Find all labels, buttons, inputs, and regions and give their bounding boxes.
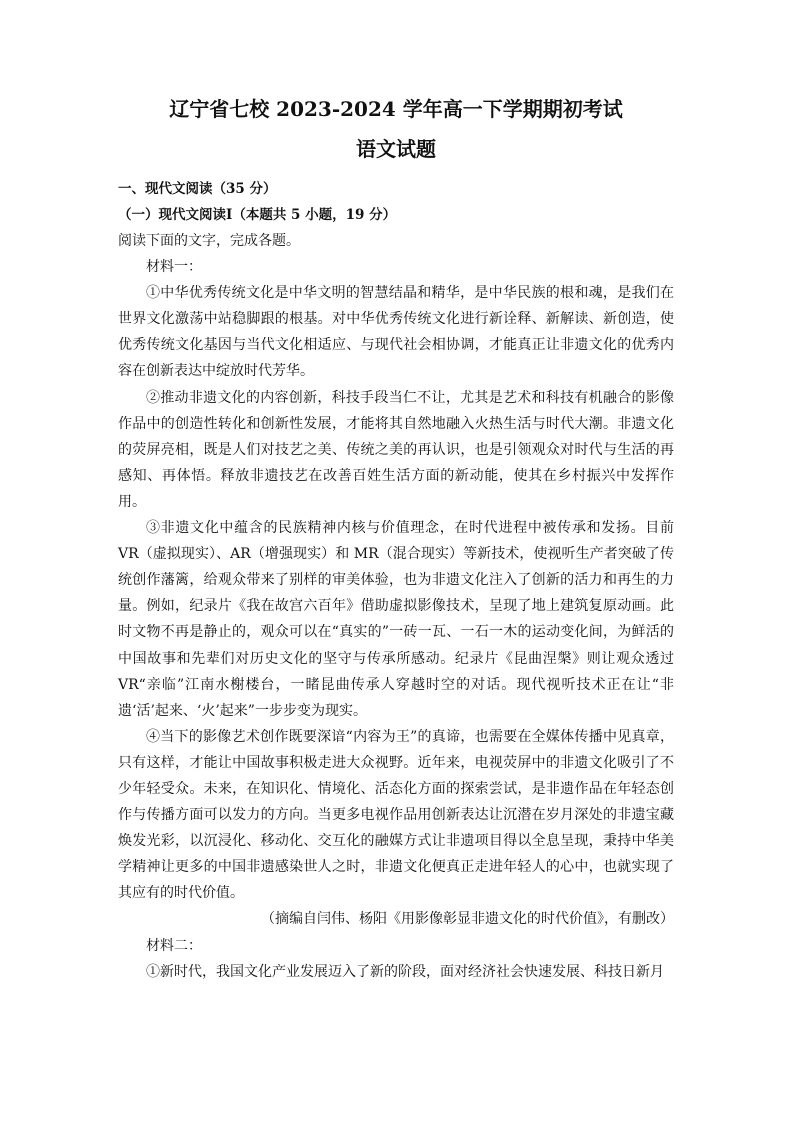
- material-one-paragraph-3: ③非遗文化中蕴含的民族精神内核与价值理念，在时代进程中被传承和发扬。目前 VR（虚拟现实）、AR（增强现实）和 MR（混合现实）等新技术，使视听生产者突破了传统创作藩篱，给观众带来了别样的审美体验，也为非遗文化注入了创新的活力和再生的力量。例如，纪录片《我在故宫六百年》借助虚拟影像技术，呈现了地上建筑复原动画。此时文物不再是静止的，观众可以在“真实的”一砖一瓦、一石一木的运动变化间，为鲜活的中国故事和先辈们对历史文化的坚守与传承所感动。纪录片《昆曲涅槃》则让观众透过 VR“亲临”江南水榭楼台，一睹昆曲传承人穿越时空的对话。现代视听技术正在让“非遗‘活’起来、‘火’起来”一步步变为现实。: [118, 520, 674, 719]
- material-two-label: 材料二：: [146, 937, 202, 954]
- material-one-paragraph-4: ④当下的影像艺术创作既要深谙“内容为王”的真谛，也需要在全媒体传播中见真章，只有这样，才能让中国故事积极走进大众视野。近年来，电视荧屏中的非遗文化吸引了不少年轻受众。未来，在知识化、情境化、活态化方面的探索尝试，是非遗作品在年轻态创作与传播方面可以发力的方向。当更多电视作品用创新表达让沉潜在岁月深处的非遗宝藏焕发光彩，以沉浸化、移动化、交互化的融媒方式让非遗项目得以全息呈现，秉持中华美学精神让更多的中国非遗感染世人之时，非遗文化便真正走进年轻人的心中，也就实现了其应有的时代价值。: [118, 728, 674, 902]
- subsection-heading: （一）现代文阅读Ⅰ（本题共 5 小题，19 分）: [118, 207, 397, 223]
- material-one-paragraph-2: ②推动非遗文化的内容创新，科技手段当仁不让，尤其是艺术和科技有机融合的影像作品中的创造性转化和创新性发展，才能将其自然地融入火热生活与时代大潮。非遗文化的荧屏亮相，既是人们对技艺之美、传统之美的再认识，也是引领观众对时代与生活的再感知、再体悟。释放非遗技艺在改善百姓生活方面的新动能，使其在乡村振兴中发挥作用。: [118, 389, 674, 510]
- material-one-label: 材料一：: [146, 259, 202, 276]
- exam-title: 辽宁省七校 2023-2024 学年高一下学期期初考试: [169, 97, 623, 121]
- material-two-paragraph-1: ①新时代，我国文化产业发展迈入了新的阶段，面对经济社会快速发展、科技日新月: [146, 963, 664, 980]
- material-one-paragraph-1: ①中华优秀传统文化是中华文明的智慧结晶和精华，是中华民族的根和魂，是我们在世界文化激荡中站稳脚跟的根基。对中华优秀传统文化进行新诠释、新解读、新创造，使优秀传统文化基因与当代文化相适应、与现代社会相协调，才能真正让非遗文化的优秀内容在创新表达中绽放时代芳华。: [118, 285, 674, 380]
- section-heading: 一、现代文阅读（35 分）: [118, 181, 277, 197]
- material-one-source: （摘编自闫伟、杨阳《用影像彰显非遗文化的时代价值》，有删改）: [261, 911, 674, 928]
- exam-page: [118, 96, 674, 985]
- exam-subtitle: 语文试题: [356, 137, 436, 161]
- instruction-text: 阅读下面的文字，完成各题。: [118, 233, 300, 249]
